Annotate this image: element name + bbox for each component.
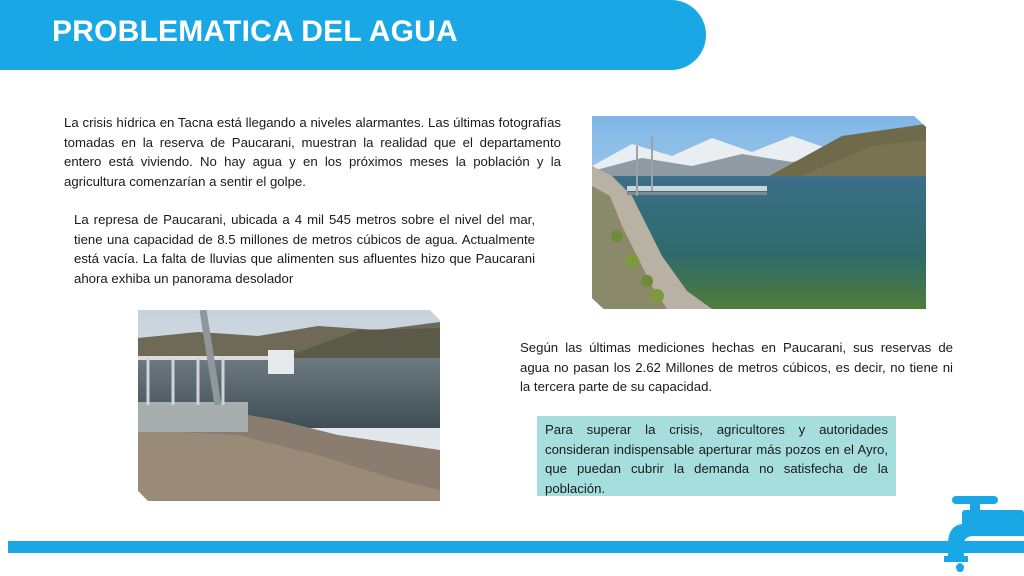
page-title: PROBLEMATICA DEL AGUA bbox=[52, 15, 458, 48]
dam-photo-image bbox=[138, 310, 440, 501]
title-banner bbox=[0, 0, 706, 70]
dam-photo bbox=[132, 304, 446, 507]
dam-paragraph: La represa de Paucarani, ubicada a 4 mil 545 metros sobre el nivel del mar, tiene una capacidad de 8.5 millones de metros cúbicos de agua. Actualmente está vacía. La falta de lluvias que alimenten sus afluentes hizo que Paucarani ahora exhiba un panorama desolador bbox=[74, 212, 535, 286]
measurements-paragraph: Según las últimas mediciones hechas en Paucarani, sus reservas de agua no pasan los 2.62 Millones de metros cúbicos, es decir, no tiene ni la tercera parte de su capacidad. bbox=[520, 340, 953, 395]
solution-note-box bbox=[537, 416, 896, 496]
bottom-accent-bar bbox=[8, 541, 1024, 553]
solution-paragraph: Para superar la crisis, agricultores y autoridades consideran indispensable aperturar más pozos en el Ayro, que puedan cubrir la demanda no satisfecha de la población. bbox=[545, 422, 888, 496]
intro-paragraph: La crisis hídrica en Tacna está llegando a niveles alarmantes. Las últimas fotografías tomadas en la reserva de Paucarani, muestran la realidad que el departamento entero está viviendo. No hay agua y en los próximos meses la población y la agricultura comenzarían a sentir el golpe. bbox=[64, 115, 561, 189]
reservoir-photo-image bbox=[592, 116, 926, 309]
faucet-icon bbox=[944, 494, 1024, 576]
reservoir-photo bbox=[586, 110, 932, 315]
